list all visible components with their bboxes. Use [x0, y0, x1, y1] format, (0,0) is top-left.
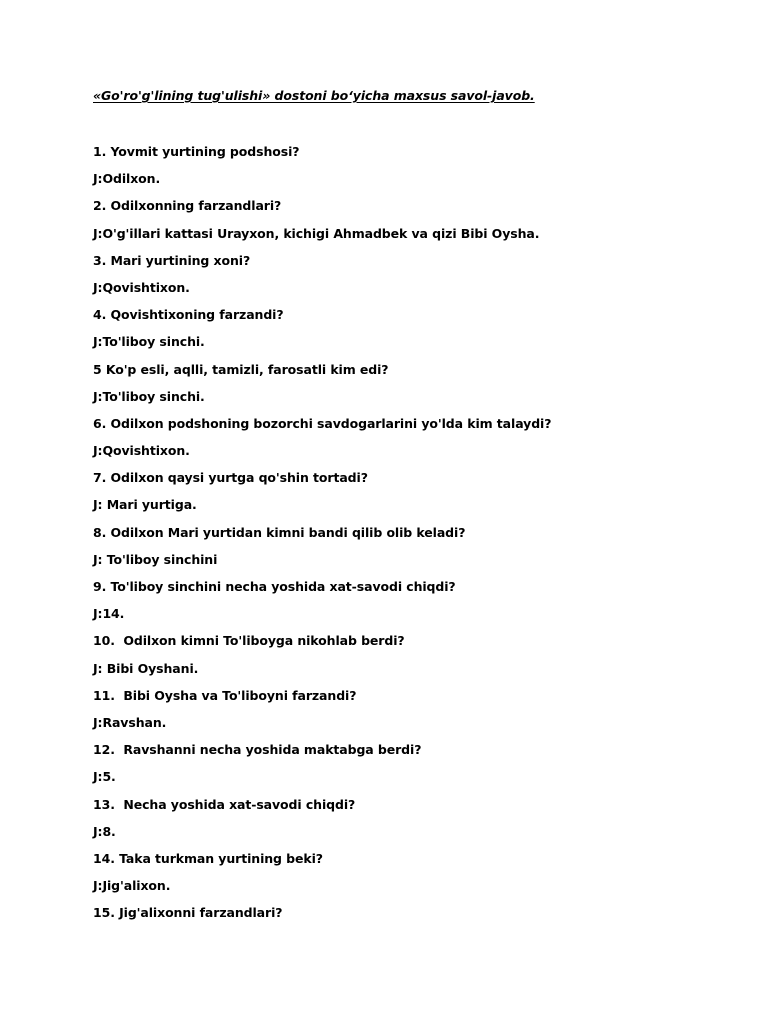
question-line: 14. Taka turkman yurtining beki? — [93, 850, 323, 866]
question-line: 11. Bibi Oysha va To'liboyni farzandi? — [93, 687, 357, 703]
question-line: 2. Odilxonning farzandlari? — [93, 198, 282, 214]
answer-line: J:Odilxon. — [93, 171, 161, 187]
question-line: 4. Qovishtixoning farzandi? — [93, 307, 284, 323]
answer-line: J:14. — [93, 606, 125, 622]
question-line: 1. Yovmit yurtining podshosi? — [93, 144, 300, 159]
question-line: 3. Mari yurtining xoni? — [93, 252, 251, 268]
document-title: «Go'ro'g'lining tug'ulishi» dostoni bo‘yicha maxsus savol-javob. — [93, 88, 535, 103]
question-line: 10. Odilxon kimni To'liboyga nikohlab berdi? — [93, 633, 405, 649]
question-line: 6. Odilxon podshoning bozorchi savdogarlarini yo'lda kim talaydi? — [93, 415, 552, 431]
question-line: 5 Ko'p esli, aqlli, tamizli, farosatli kim edi? — [93, 361, 389, 377]
question-line: 13. Necha yoshida xat-savodi chiqdi? — [93, 796, 356, 812]
answer-line: J: To'liboy sinchini — [93, 551, 218, 567]
answer-line: J: Mari yurtiga. — [93, 497, 197, 513]
answer-line: J:5. — [93, 769, 116, 785]
answer-line: J:Qovishtixon. — [93, 279, 190, 295]
question-line: 9. To'liboy sinchini necha yoshida xat-savodi chiqdi? — [93, 579, 456, 594]
answer-line: J: Bibi Oyshani. — [93, 660, 199, 676]
answer-line: J:O'g'illari kattasi Urayxon, kichigi Ahmadbek va qizi Bibi Oysha. — [93, 225, 540, 241]
qa-list — [93, 144, 733, 932]
answer-line: J:Ravshan. — [93, 714, 167, 730]
answer-line: J:To'liboy sinchi. — [93, 334, 205, 350]
question-line: 15. Jig'alixonni farzandlari? — [93, 905, 283, 921]
question-line: 8. Odilxon Mari yurtidan kimni bandi qilib olib keladi? — [93, 524, 466, 540]
answer-line: J:To'liboy sinchi. — [93, 388, 205, 404]
question-line: 7. Odilxon qaysi yurtga qo'shin tortadi? — [93, 470, 368, 486]
answer-line: J:8. — [93, 823, 116, 839]
answer-line: J:Qovishtixon. — [93, 443, 190, 459]
question-line: 12. Ravshanni necha yoshida maktabga berdi? — [93, 742, 422, 758]
answer-line: J:Jig'alixon. — [93, 878, 171, 894]
